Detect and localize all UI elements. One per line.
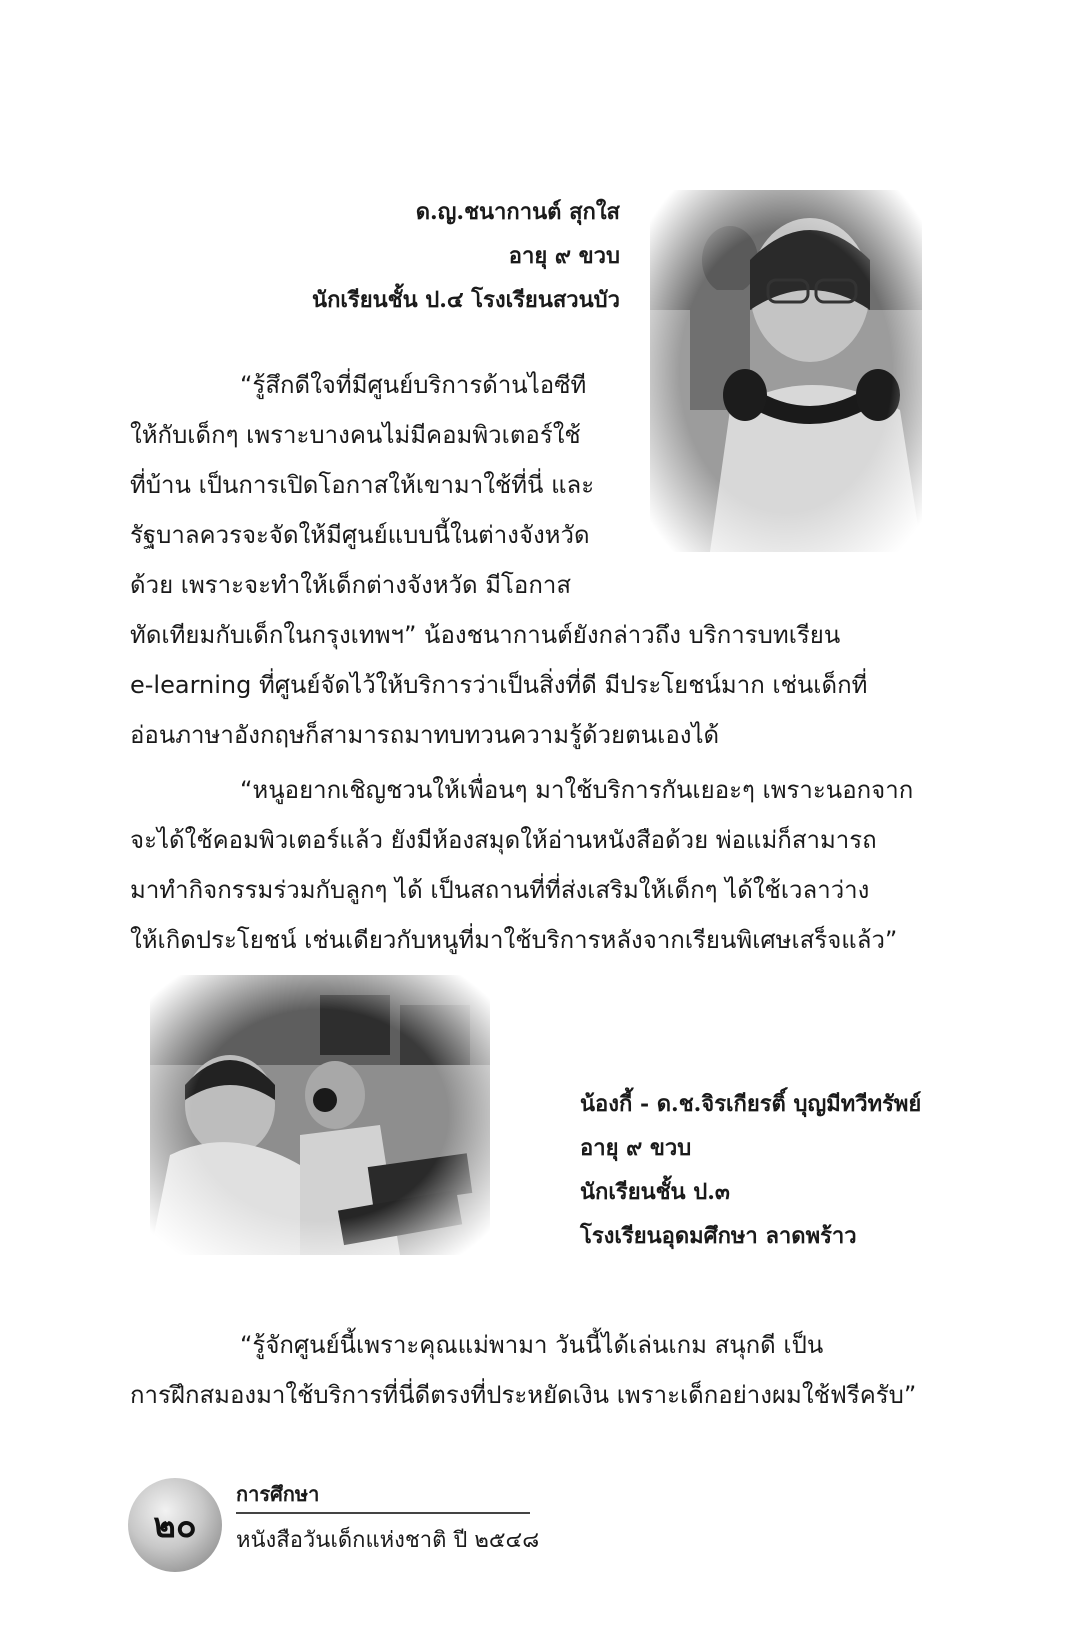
quote1-line: ทัดเทียมกับเด็กในกรุงเทพฯ” น้องชนากานต์ยังกล่าวถึง บริการบทเรียน	[130, 621, 841, 649]
quote1-narrow	[130, 360, 630, 610]
quote2-line: จะได้ใช้คอมพิวเตอร์แล้ว ยังมีห้องสมุดให้อ่านหนังสือด้วย พ่อแม่ก็สามารถ	[130, 826, 877, 854]
quote3	[130, 1320, 950, 1420]
profile1-school: นักเรียนชั้น ป.๔ โรงเรียนสวนบัว	[312, 287, 620, 313]
quote2-line: “หนูอยากเชิญชวนให้เพื่อนๆ มาใช้บริการกันเยอะๆ เพราะนอกจาก	[240, 776, 914, 804]
quote2-line: ให้เกิดประโยชน์ เช่นเดียวกับหนูที่มาใช้บริการหลังจากเรียนพิเศษเสร็จแล้ว”	[130, 926, 898, 954]
profile1-caption	[280, 190, 620, 322]
footer-book-title: หนังสือวันเด็กแห่งชาติ ปี ๒๕๔๘	[236, 1528, 540, 1553]
quote1-line: รัฐบาลควรจะจัดให้มีศูนย์แบบนี้ในต่างจังหวัด	[130, 521, 590, 549]
profile2-school: โรงเรียนอุดมศึกษา ลาดพร้าว	[580, 1223, 857, 1249]
quote1-line: ที่บ้าน เป็นการเปิดโอกาสให้เขามาใช้ที่นี่ และ	[130, 471, 595, 499]
footer-section-title: การศึกษา	[236, 1482, 320, 1506]
quote1-line: “รู้สึกดีใจที่มีศูนย์บริการด้านไอซีที	[240, 371, 587, 399]
profile1-name: ด.ญ.ชนากานต์ สุกใส	[415, 199, 620, 225]
quote2-line: มาทำกิจกรรมร่วมกับลูกๆ ได้ เป็นสถานที่ที่ส่งเสริมให้เด็กๆ ได้ใช้เวลาว่าง	[130, 876, 870, 904]
quote3-line: “รู้จักศูนย์นี้เพราะคุณแม่พามา วันนี้ได้เล่นเกม สนุกดี เป็น	[240, 1331, 824, 1359]
quote1-wide	[130, 610, 950, 760]
photo-girl-with-headphones	[650, 190, 922, 552]
profile1-age: อายุ ๙ ขวบ	[508, 243, 620, 269]
quote1-line: อ่อนภาษาอังกฤษก็สามารถมาทบทวนความรู้ด้วยตนเองได้	[130, 721, 720, 749]
photo-girl-illustration	[650, 190, 922, 552]
page-number-badge	[128, 1478, 222, 1572]
profile2-grade: นักเรียนชั้น ป.๓	[580, 1179, 730, 1205]
quote1-line: ให้กับเด็กๆ เพราะบางคนไม่มีคอมพิวเตอร์ใช้	[130, 421, 581, 449]
page-number: ๒๐	[153, 1506, 197, 1546]
quote3-line: การฝึกสมองมาใช้บริการที่นี่ดีตรงที่ประหยัดเงิน เพราะเด็กอย่างผมใช้ฟรีครับ”	[130, 1381, 917, 1409]
footer-divider	[236, 1512, 530, 1514]
quote1-line: ด้วย เพราะจะทำให้เด็กต่างจังหวัด มีโอกาส	[130, 571, 571, 599]
quote1-line: e-learning ที่ศูนย์จัดไว้ให้บริการว่าเป็นสิ่งที่ดี มีประโยชน์มาก เช่นเด็กที่	[130, 671, 868, 699]
profile2-name: น้องกี้ - ด.ช.จิรเกียรติ์ บุญมีทวีทรัพย์	[580, 1091, 922, 1117]
photo-boy-at-keyboard	[150, 975, 490, 1255]
photo-boy-illustration	[150, 975, 490, 1255]
quote2	[130, 765, 950, 965]
profile2-age: อายุ ๙ ขวบ	[580, 1135, 692, 1161]
profile2-caption	[580, 1082, 980, 1258]
